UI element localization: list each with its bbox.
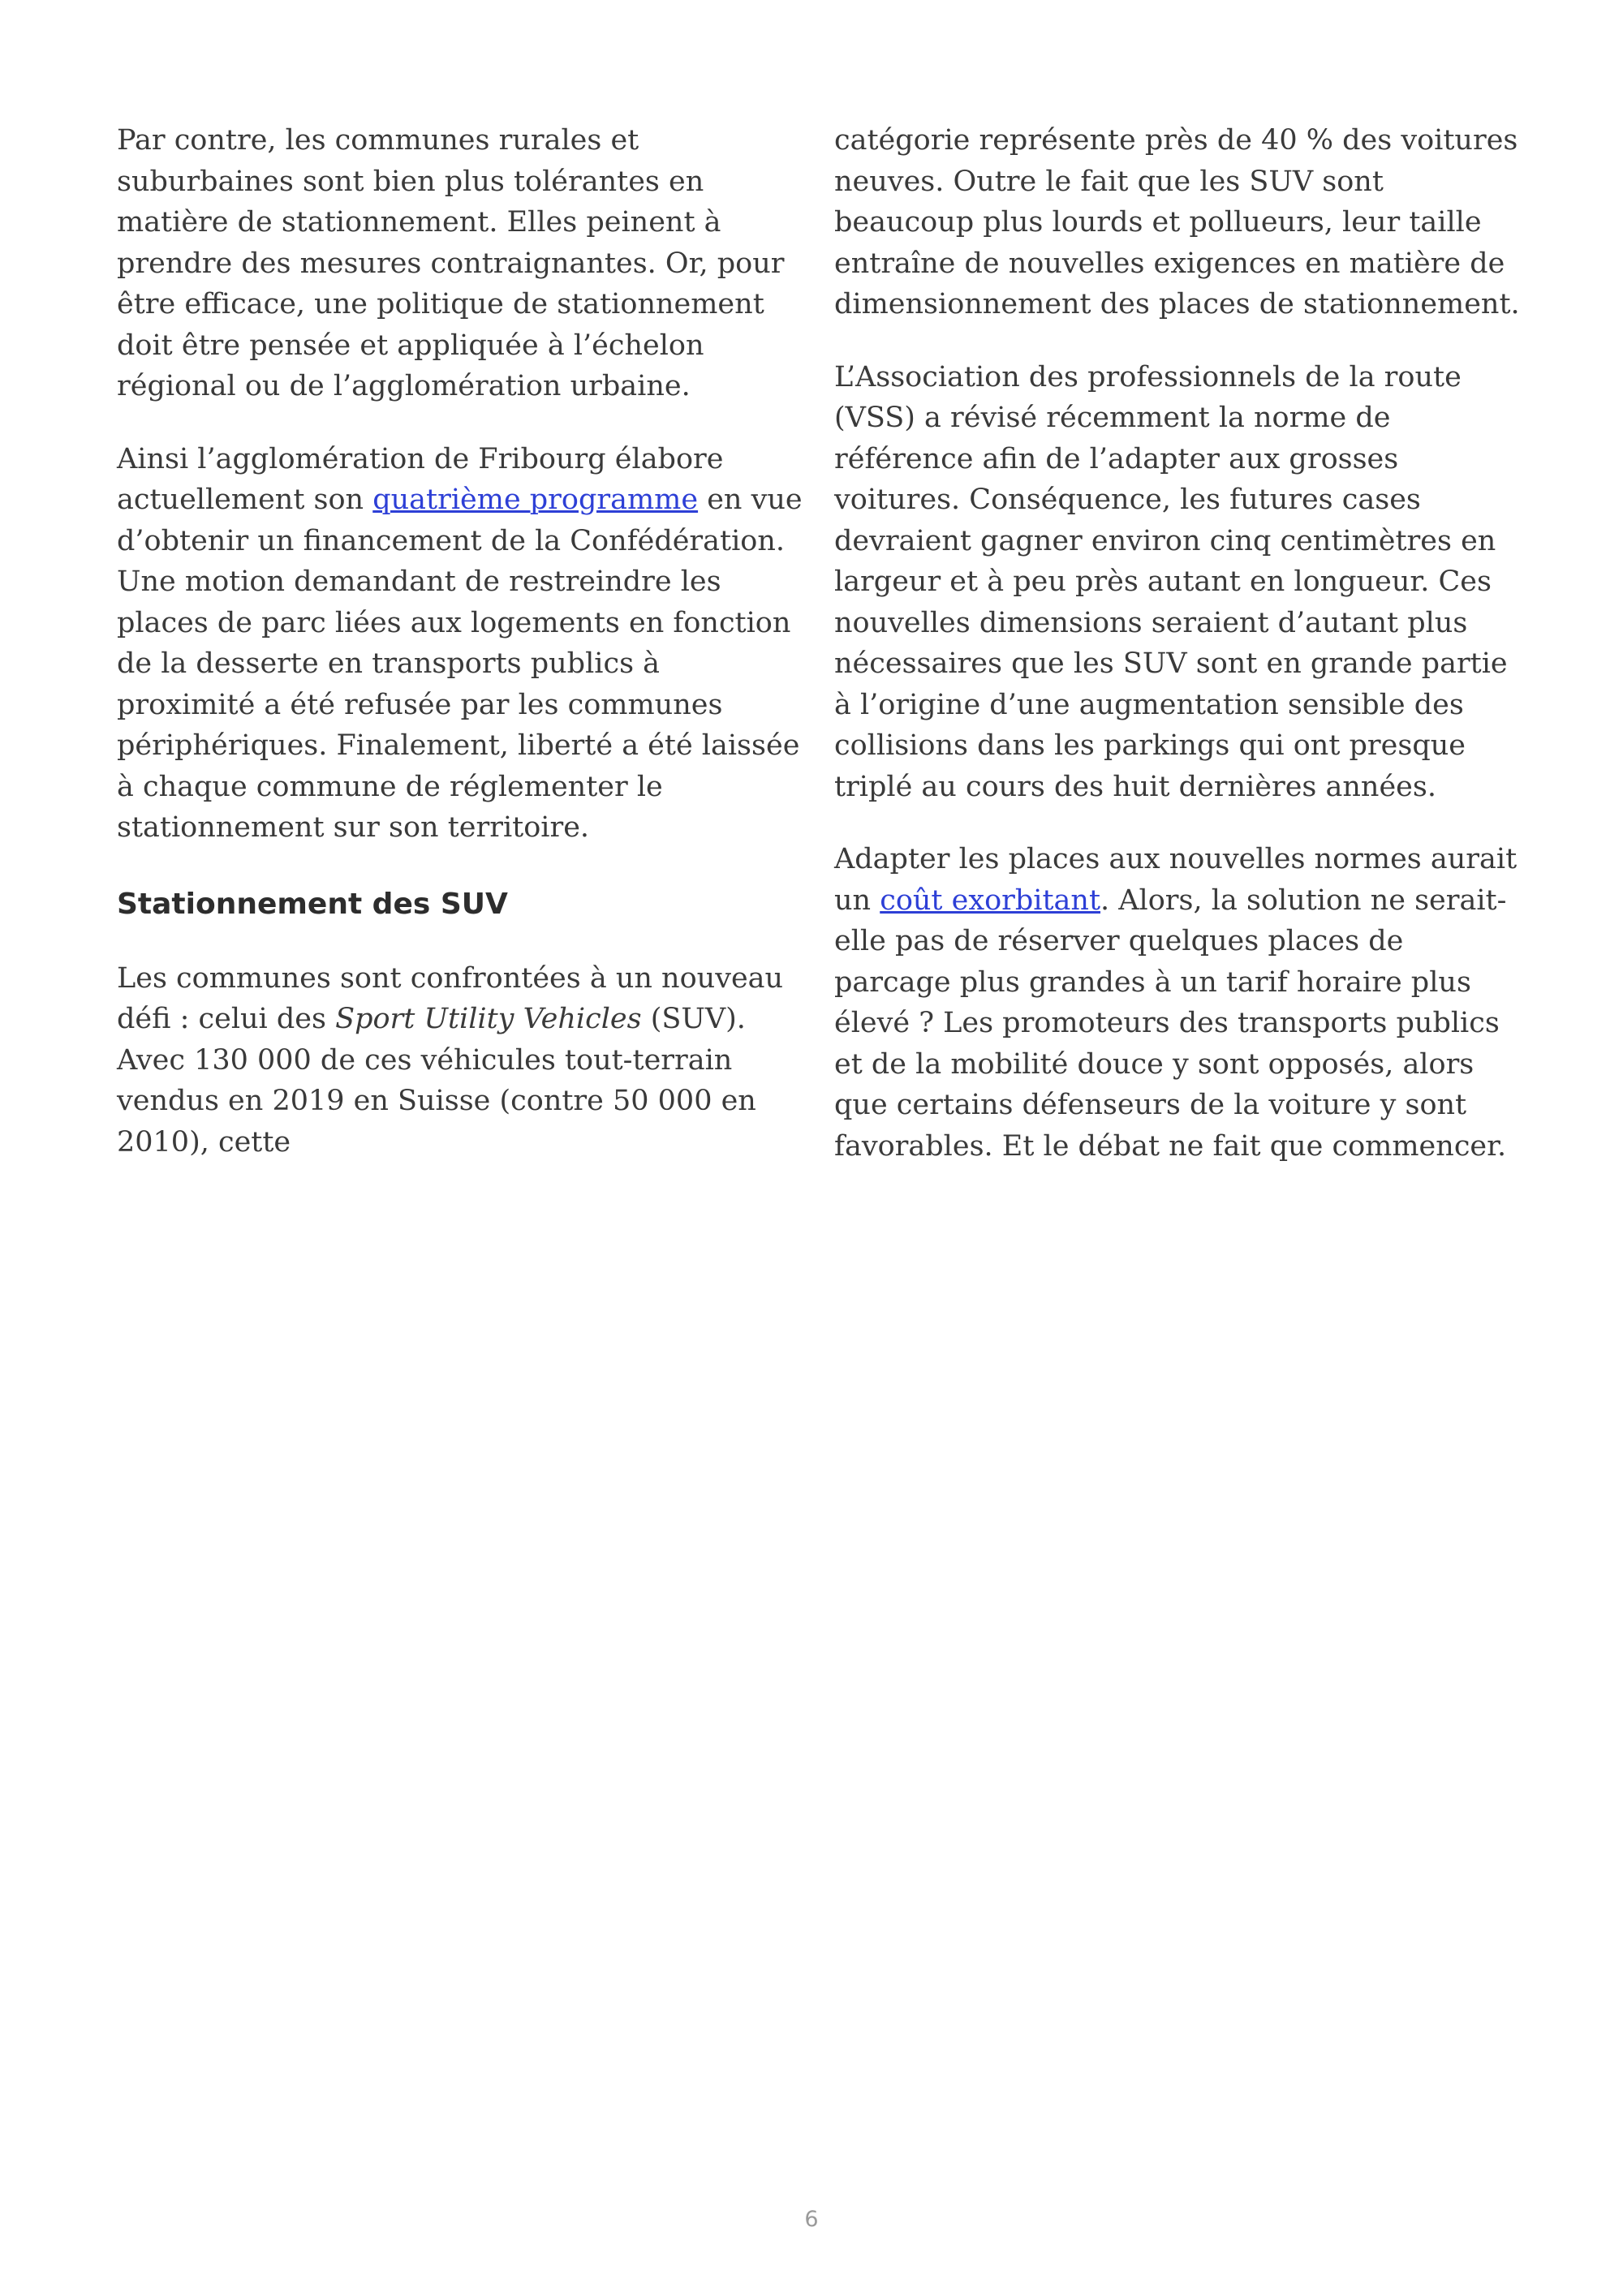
paragraph-text: (SUV). Avec 130 000 de ces véhicules tout-terrain vendus en 2019 en Suisse (contre 50 000 en 2010), cette: [117, 1003, 756, 1159]
link-cout-exorbitant[interactable]: coût exorbitant: [880, 884, 1101, 917]
left-column: [117, 120, 807, 1194]
paragraph-suv-category: catégorie représente près de 40 % des voitures neuves. Outre le fait que les SUV sont beaucoup plus lourds et pollueurs, leur taille entraîne de nouvelles exigences en matière de dimensionnement des places de stationnement.: [834, 124, 1520, 320]
section-heading: Stationnement des SUV: [117, 887, 508, 921]
paragraph-text: Les communes sont confrontées à un nouveau défi : celui des: [117, 961, 784, 1035]
paragraph-fribourg: [117, 439, 807, 849]
paragraph-text: en vue d’obtenir un financement de la Confédération. Une motion demandant de restreindre les places de parc liées aux logements en fonction de la desserte en transports publics à proximité a été refusée par les communes périphériques. Finalement, liberté a été laissée à chaque commune de réglementer le stationnement sur son territoire.: [117, 484, 803, 844]
right-column: [834, 120, 1526, 1198]
paragraph-rural-communes: Par contre, les communes rurales et suburbaines sont bien plus tolérantes en matière de stationnement. Elles peinent à prendre des mesures contraignantes. Or, pour être efficace, une politique de stationnement doit être pensée et appliquée à l’échelon régional ou de l’agglomération urbaine.: [117, 124, 785, 402]
paragraph-text: Adapter les places aux nouvelles normes aurait un: [834, 843, 1518, 917]
paragraph-cost: [834, 839, 1526, 1167]
page-number: 6: [804, 2207, 819, 2232]
paragraph-vss-norm: L’Association des professionnels de la route (VSS) a révisé récemment la norme de référence afin de l’adapter aux grosses voitures. Conséquence, les futures cases devraient gagner environ cinq centimètres en largeur et à peu près autant en longueur. Ces nouvelles dimensions seraient d’autant plus nécessaires que les SUV sont en grande partie à l’origine d’une augmentation sensible des collisions dans les parkings qui ont presque triplé au cours des huit dernières années.: [834, 360, 1508, 803]
paragraph-suv-intro: [117, 958, 807, 1163]
emphasis-text: Sport Utility Vehicles: [335, 1003, 642, 1035]
paragraph-text: . Alors, la solution ne serait-elle pas de réserver quelques places de parcage plus grandes à un tarif horaire plus élevé ? Les promoteurs des transports publics et de la mobilité douce y sont opposés, alors que certains défenseurs de la voiture y sont favorables. Et le débat ne fait que commencer.: [834, 884, 1507, 1163]
link-quatrieme-programme[interactable]: quatrième programme: [372, 484, 699, 516]
paragraph-text: Ainsi l’agglomération de Fribourg élabore actuellement son: [117, 442, 724, 516]
